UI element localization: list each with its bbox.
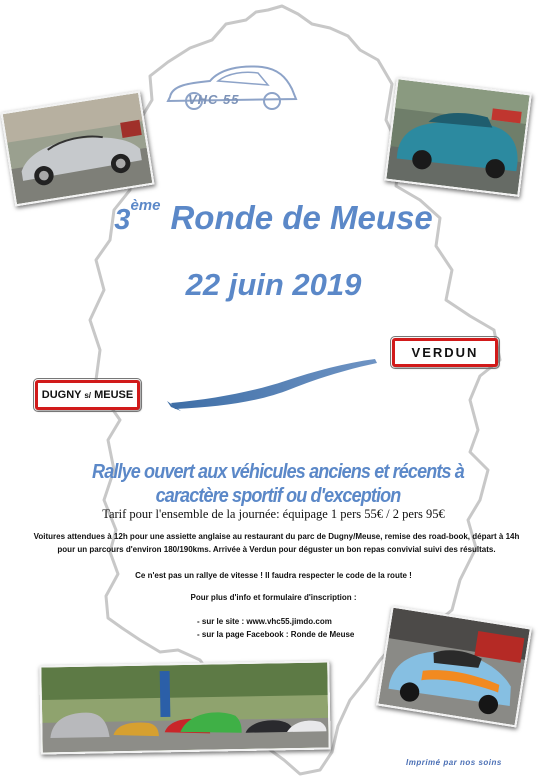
sign-dugny-main: DUGNY	[41, 389, 82, 401]
description-line-1: Voitures attendues à 12h pour une assiette anglaise au restaurant du parc de Dugny/Meuse, remise des road-book, départ à 14h	[33, 532, 520, 541]
photo-blue-mustang	[384, 77, 532, 197]
event-date: 22 juin 2019	[185, 267, 362, 302]
sign-dugny-sub: s/	[84, 391, 92, 400]
logo-text: VHC 55	[188, 92, 240, 107]
tarif: Tarif pour l'ensemble de la journée: équipage 1 pers 55€ / 2 pers 95€	[102, 507, 445, 521]
route-arrow	[165, 345, 390, 415]
link-facebook: - sur la page Facebook : Ronde de Meuse	[197, 630, 355, 639]
info-intro: Pour plus d'info et formulaire d'inscription :	[190, 593, 357, 602]
sign-dugny-sur-meuse	[35, 380, 140, 410]
sign-verdun: VERDUN	[392, 338, 498, 367]
event-title	[0, 199, 547, 237]
description	[24, 530, 529, 556]
link-website: - sur le site : www.vhc55.jimdo.com	[197, 617, 332, 626]
photo-car-lineup	[39, 660, 331, 754]
sign-dugny-end: MEUSE	[94, 389, 134, 401]
headline: Rallye ouvert aux véhicules anciens et récents à caractère sportif ou d'exception	[92, 460, 464, 507]
title-ordinal: 3	[114, 204, 131, 236]
contact-links	[197, 615, 354, 641]
description-line-2: pour un parcours d'environ 180/190kms. Arrivée à Verdun pour déguster un bon repas convivial suivi des résultats.	[57, 545, 496, 554]
warning-text: Ce n'est pas un rallye de vitesse ! Il faudra respecter le code de la route !	[135, 571, 412, 580]
title-ordinal-suffix: ème	[130, 197, 161, 214]
footer-printed-by: Imprimé par nos soins	[406, 758, 502, 767]
title-name: Ronde de Meuse	[170, 199, 433, 236]
